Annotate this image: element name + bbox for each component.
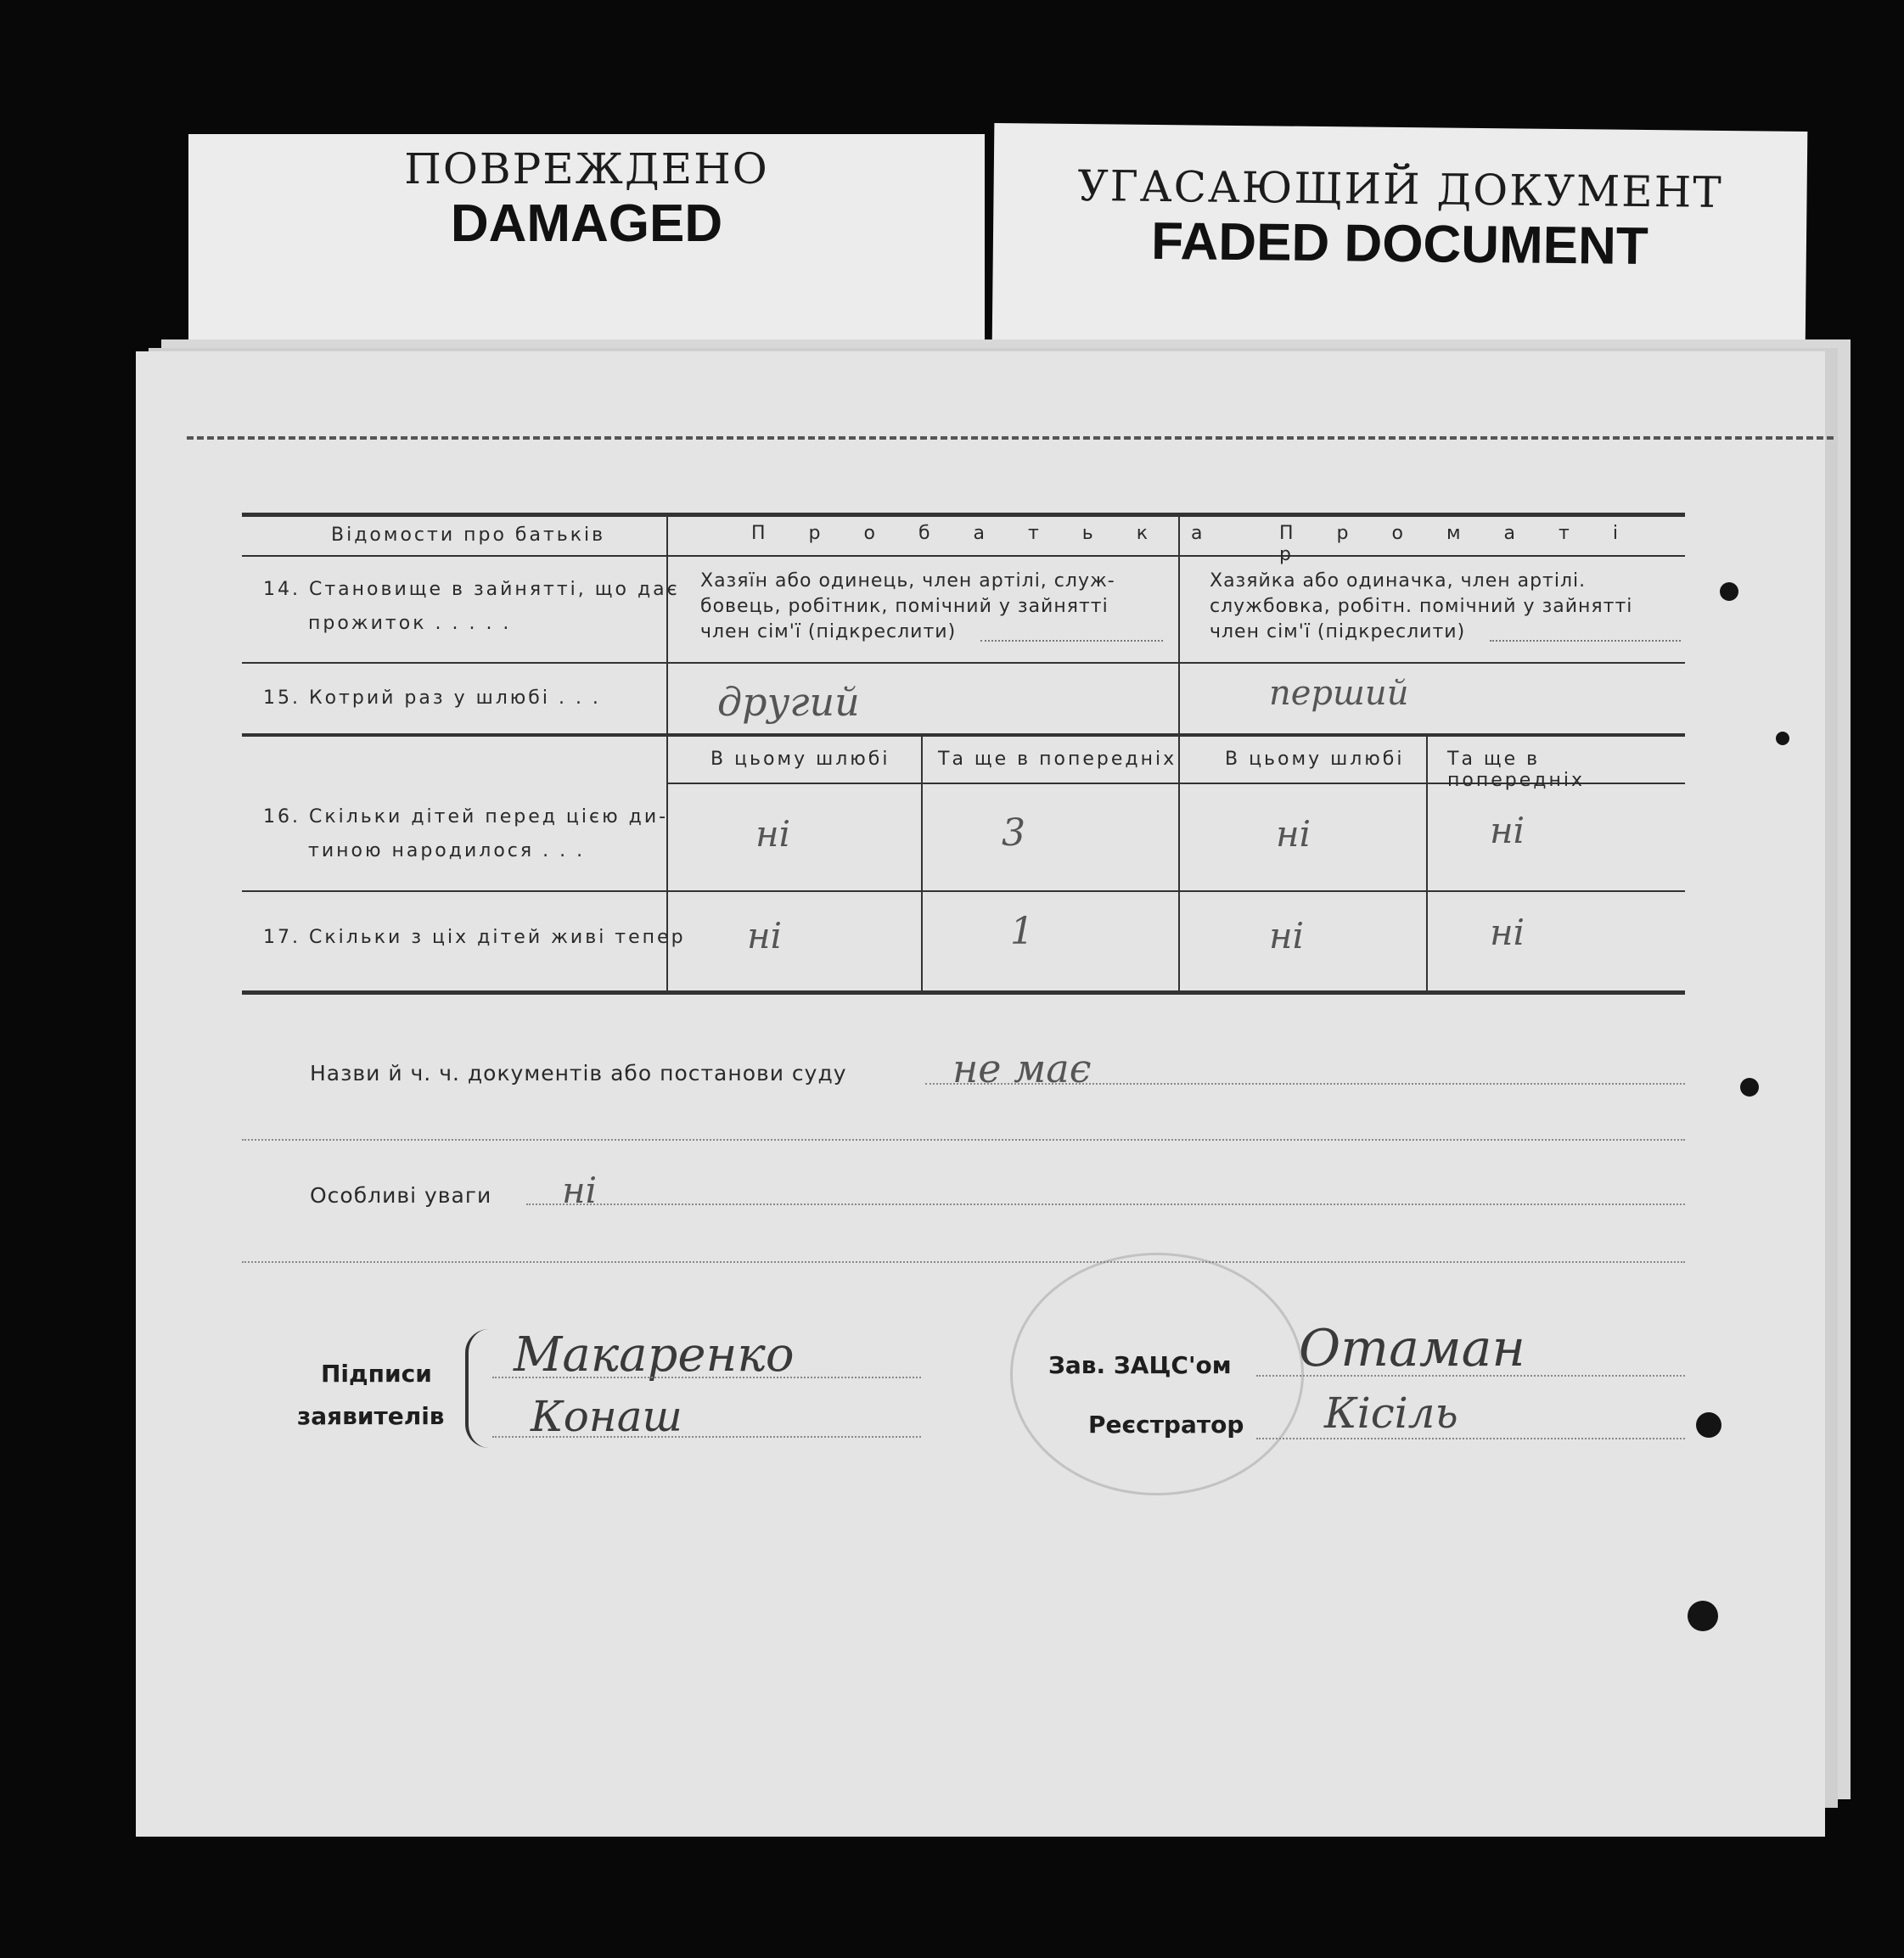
- document-sheet: [136, 351, 1825, 1837]
- notes-value: ні: [562, 1170, 598, 1211]
- damaged-label-ru: ПОВРЕЖДЕНО: [404, 144, 769, 194]
- registrar-signature: Кісіль: [1324, 1389, 1458, 1438]
- fill-line: [242, 1261, 1685, 1263]
- header-parents-info: Відомости про батьків: [331, 525, 606, 546]
- row16-father-previous: 3: [1002, 811, 1025, 855]
- faded-notice-card: [992, 123, 1808, 354]
- fill-line: [1256, 1438, 1685, 1439]
- table-divider: [1426, 735, 1428, 993]
- table-bottom-rule: [242, 990, 1685, 995]
- punch-hole: [1740, 1078, 1759, 1097]
- parents-info-table: [242, 513, 1685, 996]
- row14-father-line1: Хазяїн або одинець, член артілі, служ-: [700, 570, 1115, 592]
- subheader-father-current: В цьому шлюбі: [710, 749, 890, 770]
- applicant1-signature: Макаренко: [514, 1327, 795, 1383]
- punch-hole: [1720, 582, 1738, 601]
- table-rule: [242, 890, 1685, 892]
- applicants-label-line1: Підписи: [321, 1360, 432, 1388]
- perforation-line: [187, 436, 1834, 440]
- registrar-label: Реєстратор: [1088, 1411, 1244, 1439]
- punch-hole: [1696, 1412, 1721, 1438]
- row16-father-current: ні: [755, 813, 791, 855]
- documents-label: Назви й ч. ч. документів або постанови суду: [310, 1061, 847, 1086]
- row16-mother-previous: ні: [1490, 810, 1525, 851]
- table-rule: [242, 662, 1685, 664]
- fill-line: [925, 1083, 1685, 1085]
- faded-label-en: FADED DOCUMENT: [1150, 211, 1649, 277]
- fill-line: [980, 640, 1163, 642]
- header-mother: П р о м а т і р: [1279, 523, 1637, 565]
- row15-father-value: другий: [717, 679, 860, 725]
- row17-mother-previous: ні: [1490, 912, 1525, 953]
- fill-line: [242, 1139, 1685, 1141]
- fill-line: [1256, 1375, 1685, 1377]
- row15-label: 15. Котрий раз у шлюбі . . .: [263, 687, 601, 709]
- punch-hole: [1688, 1601, 1718, 1631]
- fill-line: [492, 1436, 921, 1438]
- row16-label-line2: тиною народилося . . .: [308, 840, 586, 861]
- signature-brace: [465, 1329, 489, 1448]
- table-rule: [242, 733, 1685, 737]
- row14-mother-line3: член сім'ї (підкреслити): [1210, 621, 1466, 642]
- fill-line: [492, 1377, 921, 1378]
- table-divider: [1178, 513, 1180, 993]
- table-top-rule: [242, 513, 1685, 517]
- row14-mother-line2: службовка, робітн. помічний у зайнятті: [1210, 596, 1633, 617]
- applicants-label-line2: заявителів: [297, 1402, 445, 1430]
- row14-mother-line1: Хазяйка або одиначка, член артілі.: [1210, 570, 1587, 592]
- row17-mother-current: ні: [1269, 915, 1305, 957]
- row16-mother-current: ні: [1276, 813, 1311, 855]
- row17-label: 17. Скільки з ціх дітей живі тепер: [263, 927, 686, 948]
- header-father: П р о б а т ь к а: [751, 523, 1222, 544]
- row14-label-line1: 14. Становище в зайнятті, що дає: [263, 579, 680, 600]
- fill-line: [1490, 640, 1681, 642]
- subheader-mother-current: В цьому шлюбі: [1225, 749, 1405, 770]
- notes-label: Особливі уваги: [310, 1183, 492, 1208]
- row14-father-line2: бовець, робітник, помічний у зайнятті: [700, 596, 1109, 617]
- damaged-notice-card: [188, 134, 985, 346]
- row14-father-line3: член сім'ї (підкреслити): [700, 621, 957, 642]
- row16-label-line1: 16. Скільки дітей перед цією ди-: [263, 806, 669, 828]
- punch-hole: [1776, 732, 1789, 745]
- row17-father-previous: 1: [1010, 910, 1034, 953]
- faded-label-ru: УГАСАЮЩИЙ ДОКУМЕНТ: [1077, 161, 1723, 217]
- row14-label-line2: прожиток . . . . .: [308, 613, 512, 634]
- head-label: Зав. ЗАЦС'ом: [1048, 1351, 1232, 1379]
- subheader-mother-previous: Та ще в попередніх: [1447, 749, 1585, 791]
- row15-mother-value: перший: [1269, 674, 1409, 713]
- subheader-father-previous: Та ще в попередніх: [938, 749, 1177, 770]
- row17-father-current: ні: [747, 915, 783, 957]
- fill-line: [526, 1203, 1685, 1205]
- documents-value: не має: [952, 1046, 1092, 1091]
- head-signature: Отаман: [1299, 1319, 1525, 1378]
- table-divider: [921, 735, 923, 993]
- damaged-label-en: DAMAGED: [450, 194, 723, 253]
- applicant2-signature: Конаш: [531, 1392, 682, 1441]
